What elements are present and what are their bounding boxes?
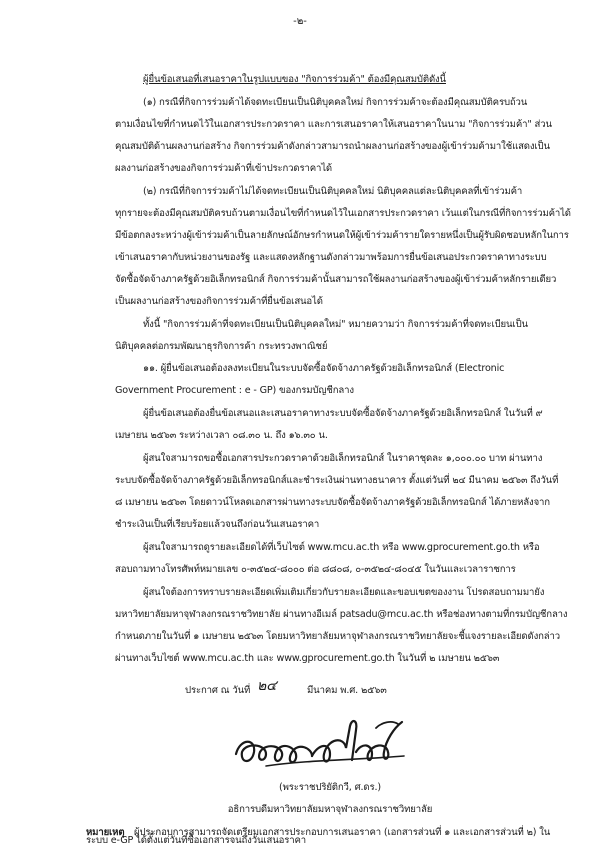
body-line: จัดซื้อจัดจ้างภาครัฐด้วยอิเล็กทรอนิกส์ กิจการร่วมค้านั้นสามารถใช้ผลงานก่อสร้างของผู้เข้าร่วมค้าหลักรายเดียว bbox=[115, 274, 557, 285]
body-line: (๑) กรณีที่กิจการร่วมค้าได้จดทะเบียนเป็นนิติบุคคลใหม่ กิจการร่วมค้าจะต้องมีคุณสมบัติครบถ้วน bbox=[143, 97, 528, 108]
announce-month-year: มีนาคม พ.ศ. ๒๕๖๓ bbox=[307, 685, 387, 696]
body-line: ผ่านทางเว็บไซต์ www.mcu.ac.th และ www.gprocurement.go.th ในวันที่ ๒ เมษายน ๒๕๖๓ bbox=[115, 653, 500, 664]
body-line: มหาวิทยาลัยมหาจุฬาลงกรณราชวิทยาลัย ผ่านทางอีเมล์ patsadu@mcu.ac.th หรือช่องทางตามที่กรมบัญชีกลาง bbox=[115, 609, 568, 620]
body-line: เข้าเสนอราคากับหน่วยงานของรัฐ และแสดงหลักฐานดังกล่าวมาพร้อมการยื่นข้อเสนอประกวดราคาทางระบบ bbox=[115, 252, 547, 263]
body-line: ผู้สนใจต้องการทราบรายละเอียดเพิ่มเติมเกี่ยวกับรายละเอียดและขอบเขตของงาน โปรดสอบถามมายัง bbox=[143, 587, 545, 598]
signature-image bbox=[226, 708, 426, 776]
jv-qualification-heading: ผู้ยื่นข้อเสนอที่เสนอราคาในรูปแบบของ "กิจการร่วมค้า" ต้องมีคุณสมบัติดังนี้ bbox=[143, 74, 446, 85]
body-line: ผู้ยื่นข้อเสนอต้องยื่นข้อเสนอและเสนอราคาทางระบบจัดซื้อจัดจ้างภาครัฐด้วยอิเล็กทรอนิกส์ ในวันที่ ๙ bbox=[143, 408, 543, 419]
body-line: มีข้อตกลงระหว่างผู้เข้าร่วมค้าเป็นลายลักษณ์อักษรกำหนดให้ผู้เข้าร่วมค้ารายใดรายหนึ่งเป็นผู้รับผิดชอบหลักในการ bbox=[115, 230, 569, 241]
body-line: คุณสมบัติด้านผลงานก่อสร้าง กิจการร่วมค้าดังกล่าวสามารถนำผลงานก่อสร้างของผู้เข้าร่วมค้ามาใช้แสดงเป็น bbox=[115, 141, 550, 152]
signatory-name: (พระราชปริยัติกวี, ศ.ดร.) bbox=[279, 782, 381, 793]
body-line: ระบบจัดซื้อจัดจ้างภาครัฐด้วยอิเล็กทรอนิกส์และชำระเงินผ่านทางธนาคาร ตั้งแต่วันที่ ๒๔ มีนาคม ๒๕๖๓ ถึงวันที่ bbox=[115, 475, 559, 486]
body-line: ตามเงื่อนไขที่กำหนดไว้ในเอกสารประกวดราคา และการเสนอราคาให้เสนอราคาในนาม "กิจการร่วมค้า" ส่วน bbox=[115, 119, 552, 130]
body-line: กำหนดภายในวันที่ ๑ เมษายน ๒๕๖๓ โดยมหาวิทยาลัยมหาจุฬาลงกรณราชวิทยาลัยจะชี้แจงรายละเอียดดังกล่าว bbox=[115, 631, 560, 642]
body-line: ๘ เมษายน ๒๕๖๓ โดยดาวน์โหลดเอกสารผ่านทางระบบจัดซื้อจัดจ้างภาครัฐด้วยอิเล็กทรอนิกส์ ได้ภายหลังจาก bbox=[115, 497, 550, 508]
body-line: สอบถามทางโทรศัพท์หมายเลข ๐-๓๕๒๔-๘๐๐๐ ต่อ ๘๘๐๘, ๐-๓๕๒๔-๘๐๔๕ ในวันและเวลาราชการ bbox=[115, 564, 516, 575]
body-line: ผลงานก่อสร้างของกิจการร่วมค้าที่เข้าประกวดราคาได้ bbox=[115, 163, 333, 174]
body-line: เมษายน ๒๕๖๓ ระหว่างเวลา ๐๘.๓๐ น. ถึง ๑๖.๓๐ น. bbox=[115, 430, 328, 441]
body-line: ผู้สนใจสามารถดูรายละเอียดได้ที่เว็บไซต์ www.mcu.ac.th หรือ www.gprocurement.go.th หรือ bbox=[143, 542, 540, 553]
body-line: Government Procurement : e - GP) ของกรมบัญชีกลาง bbox=[115, 385, 354, 396]
body-line: ชำระเงินเป็นที่เรียบร้อยแล้วจนถึงก่อนวันเสนอราคา bbox=[115, 519, 320, 530]
body-line: เป็นผลงานก่อสร้างของกิจการร่วมค้าที่ยื่นข้อเสนอได้ bbox=[115, 296, 323, 307]
signatory-position: อธิการบดีมหาวิทยาลัยมหาจุฬาลงกรณราชวิทยาลัย bbox=[227, 804, 433, 815]
body-line: นิติบุคคลต่อกรมพัฒนาธุรกิจการค้า กระทรวงพาณิชย์ bbox=[115, 341, 328, 352]
announce-prefix: ประกาศ ณ วันที่ bbox=[185, 685, 251, 696]
announce-day: ๒๔ bbox=[257, 678, 277, 694]
body-line: ทั้งนี้ "กิจการร่วมค้าที่จดทะเบียนเป็นนิติบุคคลใหม่" หมายความว่า กิจการร่วมค้าที่จดทะเบียนเป็น bbox=[143, 319, 528, 330]
page-number: -๒- bbox=[293, 16, 307, 27]
egp-registration-heading: ๑๑. ผู้ยื่นข้อเสนอต้องลงทะเบียนในระบบจัดซื้อจัดจ้างภาครัฐด้วยอิเล็กทรอนิกส์ (Electronic bbox=[143, 363, 505, 374]
remark-line-2: ระบบ e-GP ได้ตั้งแต่วันที่ซื้อเอกสารจนถึงวันเสนอราคา bbox=[86, 835, 306, 846]
remark-line-1: ผู้ประกอบการสามารถจัดเตรียมเอกสารประกอบการเสนอราคา (เอกสารส่วนที่ ๑ และเอกสารส่วนที่ ๒) ใน bbox=[134, 827, 551, 838]
body-line: (๒) กรณีที่กิจการร่วมค้าไม่ได้จดทะเบียนเป็นนิติบุคคลใหม่ นิติบุคคลแต่ละนิติบุคคลที่เข้าร่วมค้า bbox=[143, 186, 523, 197]
body-line: ผู้สนใจสามารถขอซื้อเอกสารประกวดราคาด้วยอิเล็กทรอนิกส์ ในราคาชุดละ ๑,๐๐๐.๐๐ บาท ผ่านทาง bbox=[143, 453, 543, 464]
remark-label: หมายเหตุ bbox=[86, 827, 125, 838]
body-line: ทุกรายจะต้องมีคุณสมบัติครบถ้วนตามเงื่อนไขที่กำหนดไว้ในเอกสารประกวดราคา เว้นแต่ในกรณีที่กิจการร่วมค้าได้ bbox=[115, 208, 571, 219]
